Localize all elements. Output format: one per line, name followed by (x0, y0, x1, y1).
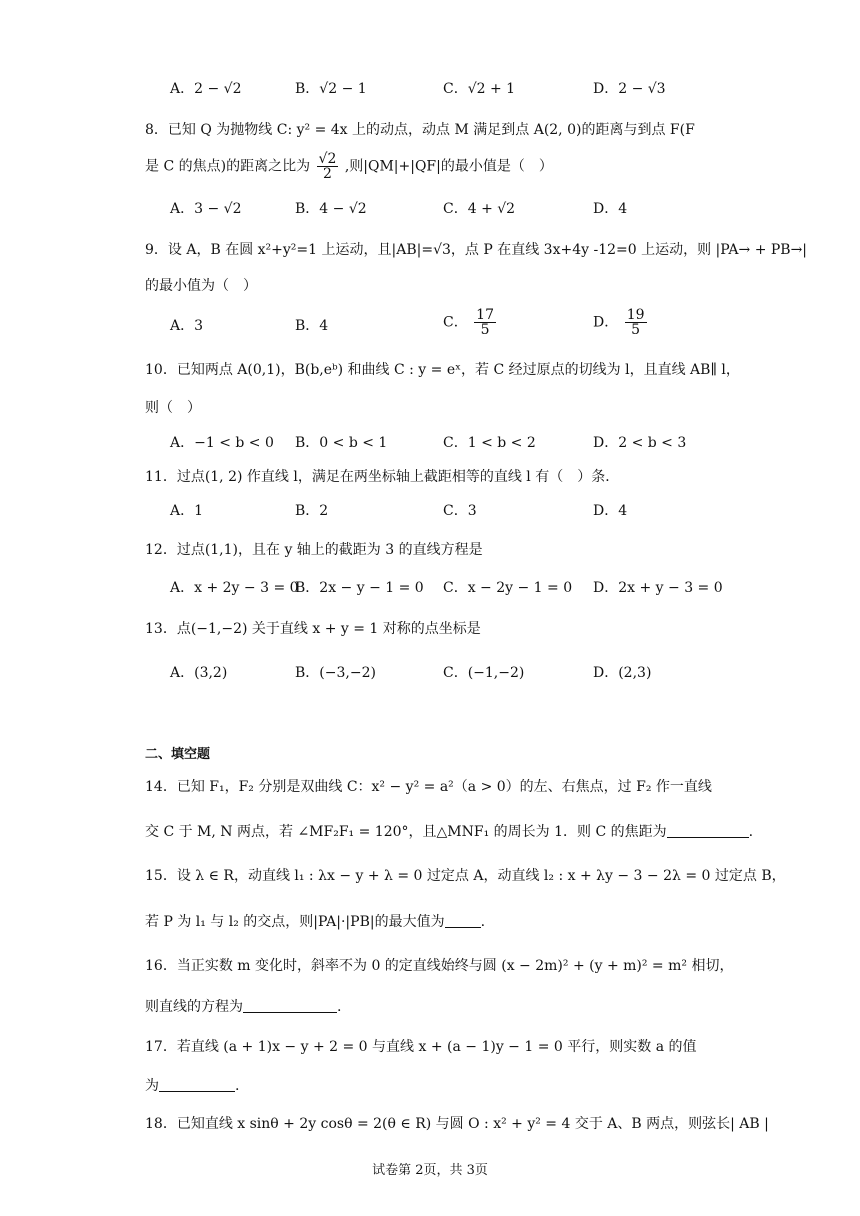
q8-stem-text-end: ,则|QM|+|QF|的最小值是（ ） (344, 158, 553, 175)
q8-option-b: B．4 − √2 (295, 201, 367, 217)
q13-option-a: A．(3,2) (170, 665, 228, 681)
q12-options (170, 577, 770, 599)
q9-option-d-fraction (625, 308, 647, 337)
q11-option-c: C．3 (443, 503, 477, 519)
q12-option-c: C．x − 2y − 1 = 0 (443, 580, 573, 596)
q7-option-c: C．√2 + 1 (443, 81, 516, 97)
q10-options (170, 432, 770, 454)
q16-stem-text: 则直线的方程为 (145, 999, 243, 1015)
q7-option-d: D．2 − √3 (593, 81, 666, 97)
q8-fraction-numerator: √2 (318, 151, 337, 167)
q15-answer-blank[interactable] (445, 913, 481, 928)
q8-stem-text: 是 C 的焦点)的距离之比为 (145, 158, 311, 175)
q11-options (170, 500, 770, 522)
q14-answer-blank[interactable] (667, 823, 749, 838)
q14-stem-line1: 14．已知 F₁，F₂ 分别是双曲线 C：x² − y² = a²（a > 0）的左、右焦点，过 F₂ 作一直线 (145, 779, 712, 795)
q9-option-d (593, 308, 649, 337)
q9-option-c-fraction (474, 308, 496, 337)
q16-stem-line2 (145, 997, 341, 1017)
q7-option-b: B．√2 − 1 (295, 81, 367, 97)
q12-option-b: B．2x − y − 1 = 0 (295, 580, 424, 596)
q12-option-d: D．2x + y − 3 = 0 (593, 580, 723, 596)
q11-option-a: A．1 (170, 503, 204, 519)
q9-option-c-prefix: C． (443, 314, 468, 331)
q8-fraction-denominator: 2 (322, 166, 332, 182)
q17-answer-blank[interactable] (159, 1077, 235, 1092)
q9-option-d-denominator: 5 (631, 322, 641, 338)
q11-option-d: D．4 (593, 503, 628, 519)
q8-option-c: C．4 + √2 (443, 201, 516, 217)
q9-options (170, 308, 770, 344)
q14-stem-text: 交 C 于 M, N 两点，若 ∠MF₂F₁ = 120°，且△MNF₁ 的周长为 1．则 C 的焦距为 (145, 824, 667, 840)
q7-options (170, 78, 770, 100)
q10-option-a: A．−1 < b < 0 (170, 435, 274, 451)
q9-stem-line1: 9．设 A，B 在圆 x²+y²=1 上运动，且|AB|=√3，点 P 在直线 3x+4y -12=0 上运动，则 |PA→ + PB→| (145, 242, 808, 258)
q12-stem: 12．过点(1,1)，且在 y 轴上的截距为 3 的直线方程是 (145, 542, 483, 558)
q18-stem-line1: 18．已知直线 x sinθ + 2y cosθ = 2(θ ∈ R) 与圆 O : x² + y² = 4 交于 A、B 两点，则弦长| AB | (145, 1116, 769, 1132)
q16-answer-blank[interactable] (243, 998, 337, 1013)
q17-period: . (235, 1078, 240, 1094)
q8-fraction (317, 152, 339, 181)
q9-option-c-denominator: 5 (480, 322, 490, 338)
q17-stem-line1: 17．若直线 (a + 1)x − y + 2 = 0 与直线 x + (a − 1)y − 1 = 0 平行，则实数 a 的值 (145, 1039, 697, 1055)
q7-option-a: A．2 − √2 (170, 81, 242, 97)
q17-stem-text: 为 (145, 1078, 159, 1094)
q9-option-c (443, 308, 498, 337)
q15-stem-line2 (145, 912, 485, 932)
q12-option-a: A．x + 2y − 3 = 0 (170, 580, 299, 596)
q9-option-c-numerator: 17 (476, 307, 494, 323)
q10-option-c: C．1 < b < 2 (443, 435, 536, 451)
q9-option-a: A．3 (170, 318, 204, 334)
q11-stem: 11．过点(1, 2) 作直线 l，满足在两坐标轴上截距相等的直线 l 有（ ）条． (145, 469, 620, 485)
q8-option-a: A．3 − √2 (170, 201, 242, 217)
q15-stem-text: 若 P 为 l₁ 与 l₂ 的交点，则|PA|·|PB|的最大值为 (145, 914, 445, 930)
q8-stem-line2 (145, 152, 553, 181)
q13-option-c: C．(−1,−2) (443, 665, 525, 681)
q14-period: . (748, 824, 754, 840)
q13-options (170, 662, 770, 684)
q9-option-d-numerator: 19 (626, 307, 645, 323)
q16-stem-line1: 16．当正实数 m 变化时，斜率不为 0 的定直线始终与圆 (x − 2m)² + (y + m)² = m² 相切， (145, 958, 734, 974)
q10-option-d: D．2 < b < 3 (593, 435, 687, 451)
q9-option-b: B．4 (295, 318, 329, 334)
q13-option-b: B．(−3,−2) (295, 665, 376, 681)
q9-option-d-prefix: D． (593, 314, 619, 331)
q10-stem-line2: 则（ ） (145, 400, 201, 416)
q10-option-b: B．0 < b < 1 (295, 435, 388, 451)
page-footer: 试卷第 2页，共 3页 (372, 1163, 488, 1178)
q9-stem-line2: 的最小值为（ ） (145, 278, 257, 294)
q13-option-d: D．(2,3) (593, 665, 652, 681)
q11-option-b: B．2 (295, 503, 329, 519)
q10-stem-line1: 10．已知两点 A(0,1)，B(b,eᵇ) 和曲线 C : y = eˣ，若 C 经过原点的切线为 l，且直线 AB∥ l， (145, 362, 740, 378)
q17-stem-line2 (145, 1076, 239, 1096)
q8-stem-line1: 8．已知 Q 为抛物线 C: y² = 4x 上的动点，动点 M 满足到点 A(2, 0)的距离与到点 F(F (145, 122, 695, 138)
q15-period: . (480, 914, 486, 930)
q14-stem-line2 (145, 822, 753, 842)
q8-option-d: D．4 (593, 201, 628, 217)
section-heading-fill-in: 二、填空题 (145, 747, 211, 762)
q15-stem-line1: 15．设 λ ∈ R，动直线 l₁ : λx − y + λ = 0 过定点 A，动直线 l₂ : x + λy − 3 − 2λ = 0 过定点 B， (145, 868, 786, 884)
q13-stem: 13．点(−1,−2) 关于直线 x + y = 1 对称的点坐标是 (145, 621, 481, 637)
q16-period: . (337, 999, 342, 1015)
q8-options (170, 198, 770, 220)
